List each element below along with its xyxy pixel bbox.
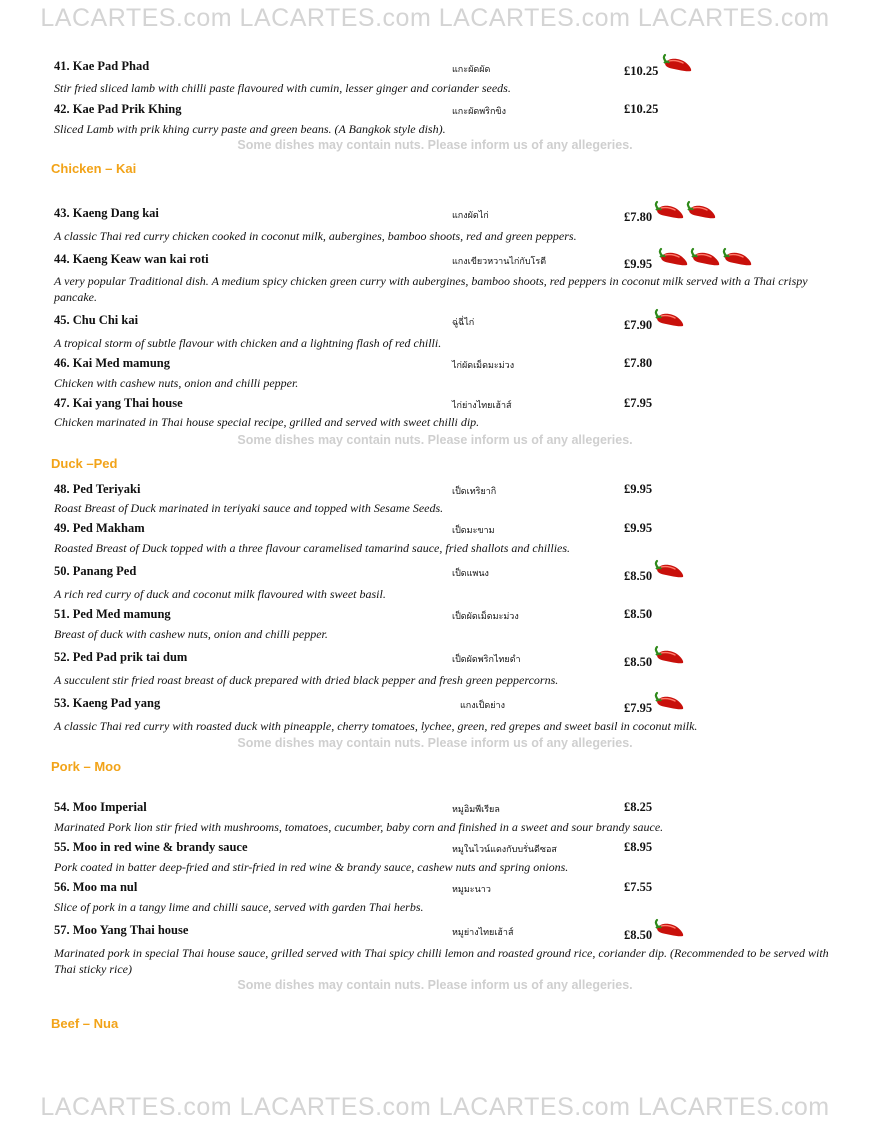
dish-54-title: 54. Moo Imperial — [54, 800, 147, 814]
dish-42-description: Sliced Lamb with prik khing curry paste and green beans. (A Bangkok style dish). — [54, 122, 446, 136]
dish-53-title: 53. Kaeng Pad yang — [54, 696, 161, 710]
allergy-notice: Some dishes may contain nuts. Please inform us of any allegeries. — [237, 736, 633, 750]
dish-50-description: A rich red curry of duck and coconut milk flavoured with sweet basil. — [54, 587, 386, 601]
dish-44-price: £9.95 — [624, 257, 653, 271]
dish-42-price: £10.25 — [624, 102, 659, 116]
dish-50-price: £8.50 — [624, 569, 653, 583]
allergy-notice: Some dishes may contain nuts. Please inform us of any allegeries. — [237, 433, 633, 447]
dish-56-description: Slice of pork in a tangy lime and chilli sauce, served with garden Thai herbs. — [54, 900, 424, 914]
dish-51-thai: เป็ดผัดเม็ดมะม่วง — [452, 611, 519, 621]
dish-44-chilli-rating — [656, 247, 752, 269]
dish-54-price: £8.25 — [624, 800, 653, 814]
dish-51-description: Breast of duck with cashew nuts, onion and chilli pepper. — [54, 627, 328, 641]
dish-43-thai: แกงผัดไก่ — [452, 210, 489, 220]
dish-52-description: A succulent stir fried roast breast of duck prepared with dried black pepper and fresh green peppercorns. — [54, 673, 559, 687]
dish-53-description: A classic Thai red curry with roasted duck with pineapple, cherry tomatoes, lychee, green, red grepes and sweet basil in coconut milk. — [54, 719, 698, 733]
dish-47-description: Chicken marinated in Thai house special recipe, grilled and served with sweet chilli dip. — [54, 415, 480, 429]
dish-51-price: £8.50 — [624, 607, 653, 621]
chilli-icon — [652, 559, 686, 581]
chilli-icon — [652, 200, 686, 222]
chilli-icon — [688, 247, 722, 269]
dish-50-thai: เป็ดแพนง — [452, 568, 489, 578]
dish-45-description: A tropical storm of subtle flavour with chicken and a lightning flash of red chilli. — [54, 336, 442, 350]
dish-55-title: 55. Moo in red wine & brandy sauce — [54, 840, 248, 854]
dish-49-price: £9.95 — [624, 521, 653, 535]
dish-45-thai: ฉู่ฉี่ไก่ — [452, 317, 475, 327]
dish-41-price: £10.25 — [624, 64, 659, 78]
dish-53-price: £7.95 — [624, 701, 653, 715]
dish-43-description: A classic Thai red curry chicken cooked in coconut milk, aubergines, bamboo shoots, red and green peppers. — [54, 229, 577, 243]
chilli-icon — [660, 53, 694, 75]
dish-57-title: 57. Moo Yang Thai house — [54, 923, 189, 937]
dish-49-description: Roasted Breast of Duck topped with a three flavour caramelised tamarind sauce, fried shallots and chillies. — [54, 541, 571, 555]
dish-50-title: 50. Panang Ped — [54, 564, 137, 578]
dish-57-description: Marinated pork in special Thai house sauce, grilled served with Thai spicy chilli lemon and roasted ground rice, coriander dip. (Recommended to be served with Thai sticky rice) — [54, 946, 829, 976]
section-heading-duck: Duck –Ped — [51, 456, 118, 471]
allergy-notice: Some dishes may contain nuts. Please inform us of any allegeries. — [237, 978, 633, 992]
dish-45-price: £7.90 — [624, 318, 653, 332]
dish-57-chilli-rating — [652, 918, 684, 940]
chilli-icon — [684, 200, 718, 222]
dish-46-price: £7.80 — [624, 356, 653, 370]
dish-53-thai: แกงเป็ดย่าง — [460, 700, 505, 710]
dish-41-thai: แกะผัดผัด — [452, 64, 491, 74]
dish-50-chilli-rating — [652, 559, 684, 581]
dish-48-description: Roast Breast of Duck marinated in teriyaki sauce and topped with Sesame Seeds. — [54, 501, 444, 515]
dish-55-description: Pork coated in batter deep-fried and stir-fried in red wine & brandy sauce, cashew nuts and spring onions. — [54, 860, 569, 874]
dish-43-price: £7.80 — [624, 210, 653, 224]
dish-56-thai: หมูมะนาว — [452, 884, 491, 894]
watermark-top: LACARTES.com LACARTES.com LACARTES.com LACARTES.com — [40, 4, 830, 32]
chilli-icon — [652, 645, 686, 667]
dish-44-description: A very popular Traditional dish. A medium spicy chicken green curry with aubergines, bamboo shoots, red peppers in coconut milk served with a Thai crispy pancake. — [54, 274, 808, 304]
dish-41-title: 41. Kae Pad Phad — [54, 59, 150, 73]
dish-49-title: 49. Ped Makham — [54, 521, 145, 535]
dish-57-thai: หมูย่างไทยเฮ้าส์ — [452, 927, 514, 937]
dish-54-description: Marinated Pork lion stir fried with mushrooms, tomatoes, cucumber, baby corn and finished in a sweet and sour brandy sauce. — [54, 820, 664, 834]
dish-57-price: £8.50 — [624, 928, 653, 942]
dish-51-title: 51. Ped Med mamung — [54, 607, 171, 621]
dish-42-thai: แกะผัดพริกขิง — [452, 106, 506, 116]
dish-55-thai: หมูในไวน์แดงกับบรั่นดีซอส — [452, 844, 557, 854]
chilli-icon — [652, 918, 686, 940]
chilli-icon — [652, 691, 686, 713]
dish-49-thai: เป็ดมะขาม — [452, 525, 495, 535]
dish-52-title: 52. Ped Pad prik tai dum — [54, 650, 188, 664]
watermark-bottom: LACARTES.com LACARTES.com LACARTES.com LACARTES.com — [40, 1093, 830, 1121]
section-heading-pork: Pork – Moo — [51, 759, 122, 774]
dish-46-title: 46. Kai Med mamung — [54, 356, 170, 370]
dish-47-thai: ไก่ย่างไทยเฮ้าส์ — [452, 400, 512, 410]
dish-55-price: £8.95 — [624, 840, 653, 854]
dish-56-price: £7.55 — [624, 880, 653, 894]
chilli-icon — [720, 247, 754, 269]
allergy-notice: Some dishes may contain nuts. Please inform us of any allegeries. — [237, 138, 633, 152]
dish-42-title: 42. Kae Pad Prik Khing — [54, 102, 182, 116]
section-heading-chicken: Chicken – Kai — [51, 161, 137, 176]
dish-43-chilli-rating — [652, 200, 716, 222]
dish-46-description: Chicken with cashew nuts, onion and chilli pepper. — [54, 376, 299, 390]
dish-53-chilli-rating — [652, 691, 684, 713]
dish-41-chilli-rating — [660, 53, 692, 75]
chilli-icon — [656, 247, 690, 269]
dish-56-title: 56. Moo ma nul — [54, 880, 138, 894]
dish-52-price: £8.50 — [624, 655, 653, 669]
dish-48-thai: เป็ดเทริยากิ — [452, 486, 497, 496]
dish-45-title: 45. Chu Chi kai — [54, 313, 139, 327]
dish-52-chilli-rating — [652, 645, 684, 667]
dish-47-title: 47. Kai yang Thai house — [54, 396, 183, 410]
dish-52-thai: เป็ดผัดพริกไทยดำ — [452, 654, 521, 664]
dish-43-title: 43. Kaeng Dang kai — [54, 206, 159, 220]
section-heading-beef: Beef – Nua — [51, 1016, 119, 1031]
dish-44-thai: แกงเขียวหวานไก่กับโรตี — [452, 256, 547, 266]
chilli-icon — [652, 308, 686, 330]
dish-46-thai: ไก่ผัดเม็ดมะม่วง — [452, 360, 515, 370]
dish-48-title: 48. Ped Teriyaki — [54, 482, 141, 496]
dish-41-description: Stir fried sliced lamb with chilli paste flavoured with cumin, lesser ginger and coriander seeds. — [54, 81, 511, 95]
dish-44-title: 44. Kaeng Keaw wan kai roti — [54, 252, 209, 266]
dish-47-price: £7.95 — [624, 396, 653, 410]
dish-45-chilli-rating — [652, 308, 684, 330]
dish-48-price: £9.95 — [624, 482, 653, 496]
dish-54-thai: หมูอิมพีเรียล — [452, 804, 500, 814]
